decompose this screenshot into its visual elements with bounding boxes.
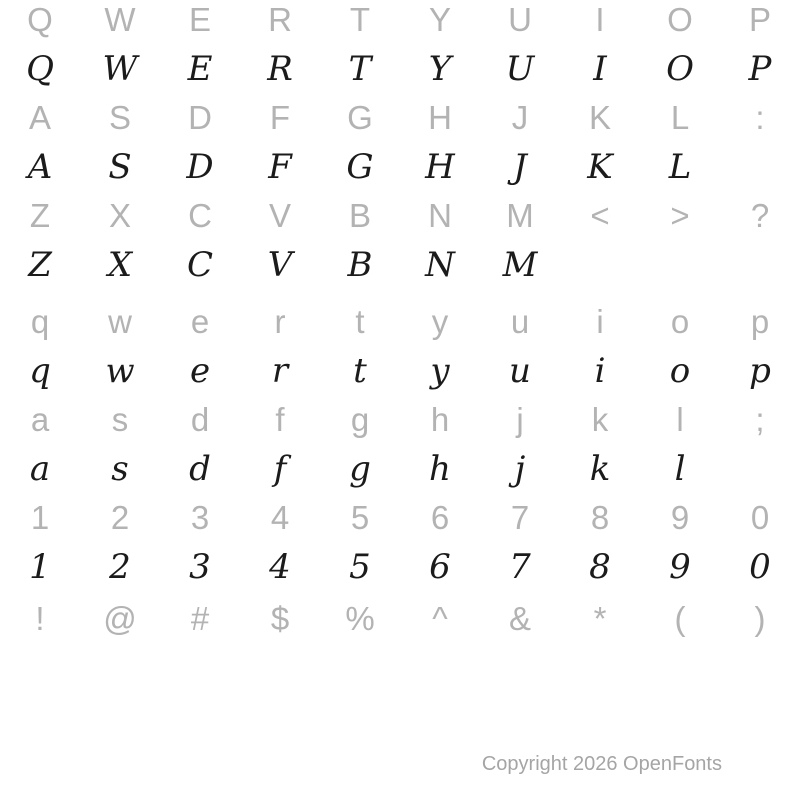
glyph-row-gray — [0, 594, 800, 643]
glyph-cell: > — [670, 197, 690, 234]
glyph-cell: L — [668, 146, 692, 187]
glyph-cell: ) — [754, 600, 766, 637]
glyph-row-script — [0, 542, 800, 591]
glyph-cell: q — [29, 350, 51, 391]
glyph-cell: 3 — [189, 546, 211, 587]
glyph-cell: r — [271, 350, 289, 391]
glyph-cell: i — [596, 303, 604, 340]
glyph-cell: w — [105, 350, 135, 391]
glyph-cell: k — [589, 448, 611, 489]
glyph-cell: y — [431, 303, 449, 340]
glyph-cell: p — [750, 303, 770, 340]
glyph-cell: I — [593, 48, 607, 89]
glyph-cell: f — [273, 448, 287, 489]
glyph-row-script — [0, 142, 800, 191]
glyph-row-script — [0, 240, 800, 289]
glyph-cell: G — [346, 146, 374, 187]
glyph-cell: g — [350, 401, 370, 438]
glyph-cell: 9 — [669, 546, 691, 587]
glyph-cell: F — [268, 146, 292, 187]
glyph-cell: p — [749, 350, 771, 391]
glyph-cell: K — [587, 146, 613, 187]
glyph-row-gray — [0, 0, 800, 44]
glyph-cell: j — [516, 401, 524, 438]
glyph-cell: D — [188, 99, 212, 136]
glyph-cell: D — [186, 146, 214, 187]
glyph-cell: Y — [428, 48, 452, 89]
glyph-cell: o — [669, 350, 691, 391]
glyph-cell: J — [513, 146, 527, 187]
glyph-cell: ! — [35, 600, 45, 637]
glyph-cell: X — [108, 197, 131, 234]
glyph-row-gray — [0, 191, 800, 240]
glyph-cell: h — [429, 448, 451, 489]
glyph-cell: S — [108, 146, 132, 187]
glyph-cell: q — [30, 303, 50, 340]
glyph-cell: I — [595, 1, 605, 38]
glyph-cell: 5 — [349, 546, 371, 587]
glyph-cell: t — [353, 350, 367, 391]
glyph-cell: 0 — [749, 546, 771, 587]
glyph-cell: A — [28, 99, 51, 136]
glyph-cell: B — [348, 197, 371, 234]
glyph-cell: # — [190, 600, 210, 637]
glyph-cell: 3 — [190, 499, 210, 536]
glyph-cell: a — [29, 448, 51, 489]
glyph-cell: 6 — [430, 499, 450, 536]
glyph-cell: 2 — [110, 499, 130, 536]
glyph-cell: * — [593, 600, 607, 637]
glyph-cell: h — [430, 401, 450, 438]
glyph-cell: Z — [28, 244, 52, 285]
glyph-cell: J — [511, 99, 529, 136]
glyph-cell: K — [588, 99, 611, 136]
glyph-cell: W — [102, 48, 138, 89]
glyph-cell: 6 — [429, 546, 451, 587]
glyph-cell: e — [189, 350, 211, 391]
glyph-cell: r — [274, 303, 286, 340]
glyph-cell: u — [510, 303, 530, 340]
glyph-cell: f — [275, 401, 285, 438]
glyph-cell: M — [502, 244, 538, 285]
glyph-cell: ; — [755, 401, 765, 438]
glyph-cell: 1 — [30, 499, 50, 536]
glyph-cell: 7 — [510, 499, 530, 536]
glyph-cell: X — [107, 244, 133, 285]
glyph-cell: 0 — [750, 499, 770, 536]
glyph-cell: s — [111, 401, 129, 438]
glyph-cell: d — [189, 448, 211, 489]
glyph-cell: H — [428, 99, 452, 136]
glyph-cell: V — [268, 197, 291, 234]
glyph-cell: j — [514, 448, 526, 489]
glyph-cell: g — [349, 448, 371, 489]
glyph-cell: N — [428, 197, 452, 234]
glyph-cell: G — [347, 99, 373, 136]
glyph-cell: s — [111, 448, 129, 489]
glyph-cell: a — [30, 401, 50, 438]
glyph-cell: W — [104, 1, 136, 38]
glyph-cell: i — [594, 350, 606, 391]
glyph-cell: e — [190, 303, 210, 340]
glyph-cell: C — [188, 197, 212, 234]
glyph-cell: L — [670, 99, 690, 136]
glyph-cell: O — [667, 1, 693, 38]
glyph-cell: 5 — [350, 499, 370, 536]
glyph-cell: S — [108, 99, 131, 136]
glyph-cell: y — [430, 350, 450, 391]
glyph-cell: E — [188, 1, 211, 38]
glyph-cell: % — [345, 600, 375, 637]
glyph-cell: H — [425, 146, 455, 187]
glyph-cell: U — [508, 1, 532, 38]
glyph-cell: @ — [103, 600, 137, 637]
glyph-cell: P — [748, 48, 772, 89]
glyph-row-gray — [0, 395, 800, 444]
glyph-cell: l — [676, 401, 684, 438]
glyph-cell: ( — [674, 600, 686, 637]
glyph-cell: R — [267, 48, 293, 89]
glyph-cell: 7 — [509, 546, 531, 587]
glyph-cell: 4 — [269, 546, 291, 587]
glyph-cell: 8 — [590, 499, 610, 536]
copyright-text: Copyright 2026 OpenFonts — [481, 753, 722, 775]
glyph-cell: 9 — [670, 499, 690, 536]
glyph-cell: Z — [29, 197, 51, 234]
glyph-cell: A — [27, 146, 53, 187]
glyph-cell: N — [425, 244, 455, 285]
glyph-row-script — [0, 444, 800, 493]
glyph-cell: T — [349, 1, 371, 38]
glyph-cell: P — [748, 1, 771, 38]
glyph-cell: U — [505, 48, 535, 89]
glyph-cell: Q — [27, 1, 53, 38]
glyph-row-gray — [0, 297, 800, 346]
glyph-cell: T — [348, 48, 372, 89]
glyph-cell: ^ — [432, 600, 448, 637]
glyph-cell: $ — [270, 600, 290, 637]
glyph-cell: < — [590, 197, 610, 234]
glyph-cell: O — [666, 48, 694, 89]
glyph-cell: R — [268, 1, 292, 38]
glyph-cell: o — [670, 303, 690, 340]
glyph-cell: Q — [26, 48, 54, 89]
glyph-row-script — [0, 346, 800, 395]
glyph-cell: E — [187, 48, 213, 89]
glyph-cell: l — [674, 448, 686, 489]
glyph-cell: : — [755, 99, 765, 136]
glyph-cell: k — [591, 401, 609, 438]
glyph-row-gray — [0, 493, 800, 542]
glyph-cell: d — [190, 401, 210, 438]
glyph-row-gray — [0, 93, 800, 142]
glyph-cell: 4 — [270, 499, 290, 536]
glyph-row-script — [0, 44, 800, 93]
glyph-cell: t — [355, 303, 365, 340]
glyph-cell: F — [269, 99, 291, 136]
glyph-cell: 8 — [589, 546, 611, 587]
glyph-cell: u — [509, 350, 531, 391]
glyph-cell: V — [267, 244, 293, 285]
glyph-cell: w — [108, 303, 132, 340]
glyph-cell: 2 — [109, 546, 131, 587]
glyph-cell: Y — [428, 1, 451, 38]
glyph-cell: ? — [750, 197, 770, 234]
glyph-cell: 1 — [29, 546, 51, 587]
glyph-cell: M — [506, 197, 534, 234]
glyph-cell: C — [186, 244, 213, 285]
glyph-cell: & — [508, 600, 531, 637]
glyph-cell: B — [347, 244, 373, 285]
